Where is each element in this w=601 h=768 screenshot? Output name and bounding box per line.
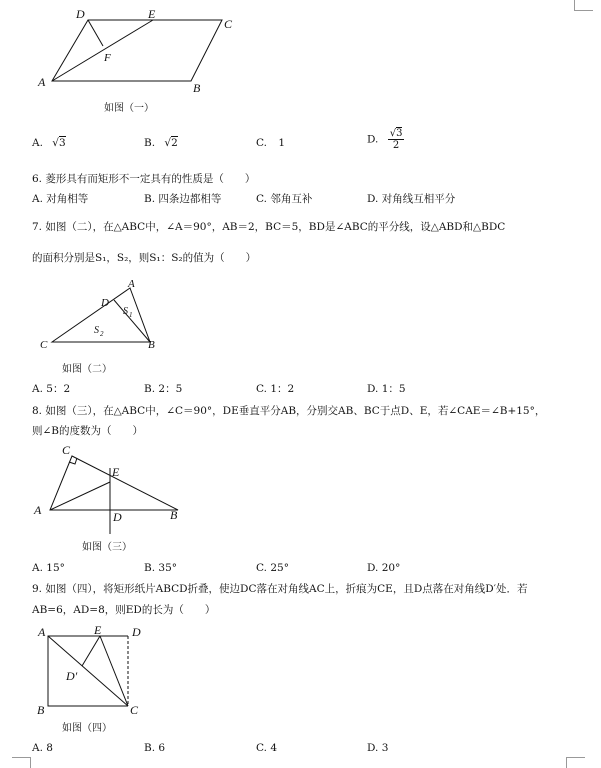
q5-option-a-radicand: 3 — [58, 137, 66, 149]
figure-4-caption: 如图（四） — [62, 723, 112, 734]
q8-stem-line-2: 则∠B的度数为（ ） — [32, 425, 144, 437]
corner-mark-top-right — [574, 0, 593, 11]
q9-option-a[interactable]: A. 8 — [32, 742, 53, 754]
fig4-label-A: A — [38, 625, 46, 639]
figure-2-caption: 如图（二） — [62, 364, 112, 375]
q8-stem-line-1: 8. 如图（三），在△ABC中，∠C＝90°，DE垂直平分AB，分别交AB、BC于点D、E，若∠CAE＝∠B+15°， — [32, 405, 546, 417]
figure-1-parallelogram — [30, 6, 250, 96]
q9-option-d[interactable]: D. 3 — [367, 742, 389, 754]
q5-option-d-fraction: $\frac{√3}{2}$ — [389, 128, 403, 151]
q8-option-d[interactable]: D. 20° — [367, 562, 401, 574]
fig2-label-S2: S — [94, 325, 99, 336]
fig2-label-C: C — [40, 339, 48, 351]
figure-4-folded-rectangle — [32, 622, 162, 720]
fig3-label-C: C — [62, 443, 71, 457]
fig4-label-C: C — [130, 703, 139, 717]
q9-option-b[interactable]: B. 6 — [144, 742, 166, 754]
q5-option-b[interactable]: B. √2 — [144, 137, 178, 149]
q7-stem-line-2: 的面积分别是S₁，S₂，则S₁：S₂的值为（ ） — [32, 252, 257, 264]
q7-stem-line-1: 7. 如图（二），在△ABC中，∠A＝90°，AB＝2，BC＝5，BD是∠ABC的平分线，设△ABD和△BDC — [32, 221, 506, 233]
fig4-label-E: E — [94, 623, 102, 637]
q7-option-c[interactable]: C. 1：2 — [256, 383, 295, 395]
fig4-label-D: D — [132, 625, 141, 639]
q5-option-c[interactable]: C. 1 — [256, 137, 286, 149]
q7-option-d[interactable]: D. 1：5 — [367, 383, 406, 395]
fig2-label-S2-sub: 2 — [100, 330, 104, 338]
fig2-label-S1-sub: 1 — [129, 311, 133, 319]
fig3-label-A: A — [34, 503, 42, 517]
q5-option-a[interactable]: A. √3 — [32, 137, 66, 149]
fig1-label-E: E — [148, 7, 156, 21]
fig4-label-Dprime: D′ — [66, 669, 78, 683]
fig1-label-F: F — [104, 52, 111, 64]
q6-option-b[interactable]: B. 四条边都相等 — [144, 193, 222, 205]
q6-option-c[interactable]: C. 邻角互补 — [256, 193, 313, 205]
fig3-label-D: D — [113, 510, 122, 524]
q6-option-d[interactable]: D. 对角线互相平分 — [367, 193, 456, 205]
fig1-label-D: D — [76, 7, 85, 21]
fig1-label-C: C — [224, 17, 233, 31]
fig3-label-B: B — [170, 508, 178, 522]
fig2-label-B: B — [148, 339, 155, 351]
q8-option-b[interactable]: B. 35° — [144, 562, 178, 574]
q8-option-c[interactable]: C. 25° — [256, 562, 289, 574]
fig2-label-S1: S — [123, 306, 128, 317]
q8-option-a[interactable]: A. 15° — [32, 562, 65, 574]
fig3-label-E: E — [112, 465, 120, 479]
figure-1-caption: 如图（一） — [104, 103, 154, 114]
q7-option-b[interactable]: B. 2：5 — [144, 383, 183, 395]
q5-option-d[interactable]: D. $\frac{√3}{2}$ — [367, 128, 403, 151]
fig4-label-B: B — [37, 703, 45, 717]
fig2-label-D: D — [101, 297, 109, 309]
corner-mark-bottom-left — [12, 757, 31, 768]
figure-3-caption: 如图（三） — [82, 542, 132, 553]
q7-option-a[interactable]: A. 5：2 — [32, 383, 71, 395]
q6-stem: 6. 菱形具有而矩形不一定具有的性质是（ ） — [32, 173, 256, 185]
figure-3-right-triangle — [28, 440, 188, 540]
q9-option-c[interactable]: C. 4 — [256, 742, 278, 754]
figure-2-triangle — [38, 280, 168, 352]
q5-option-b-radicand: 2 — [171, 137, 178, 149]
fig2-label-A: A — [128, 280, 135, 290]
q6-option-a[interactable]: A. 对角相等 — [32, 193, 89, 205]
corner-mark-bottom-right — [566, 757, 585, 768]
q9-stem-line-2: AB=6，AD=8，则ED的长为（ ） — [32, 604, 216, 616]
q9-stem-line-1: 9. 如图（四），将矩形纸片ABCD折叠，使边DC落在对角线AC上，折痕为CE，且D点落在对角线D′处．若 — [32, 583, 528, 595]
fig1-label-B: B — [193, 81, 201, 95]
fig1-label-A: A — [38, 75, 46, 89]
